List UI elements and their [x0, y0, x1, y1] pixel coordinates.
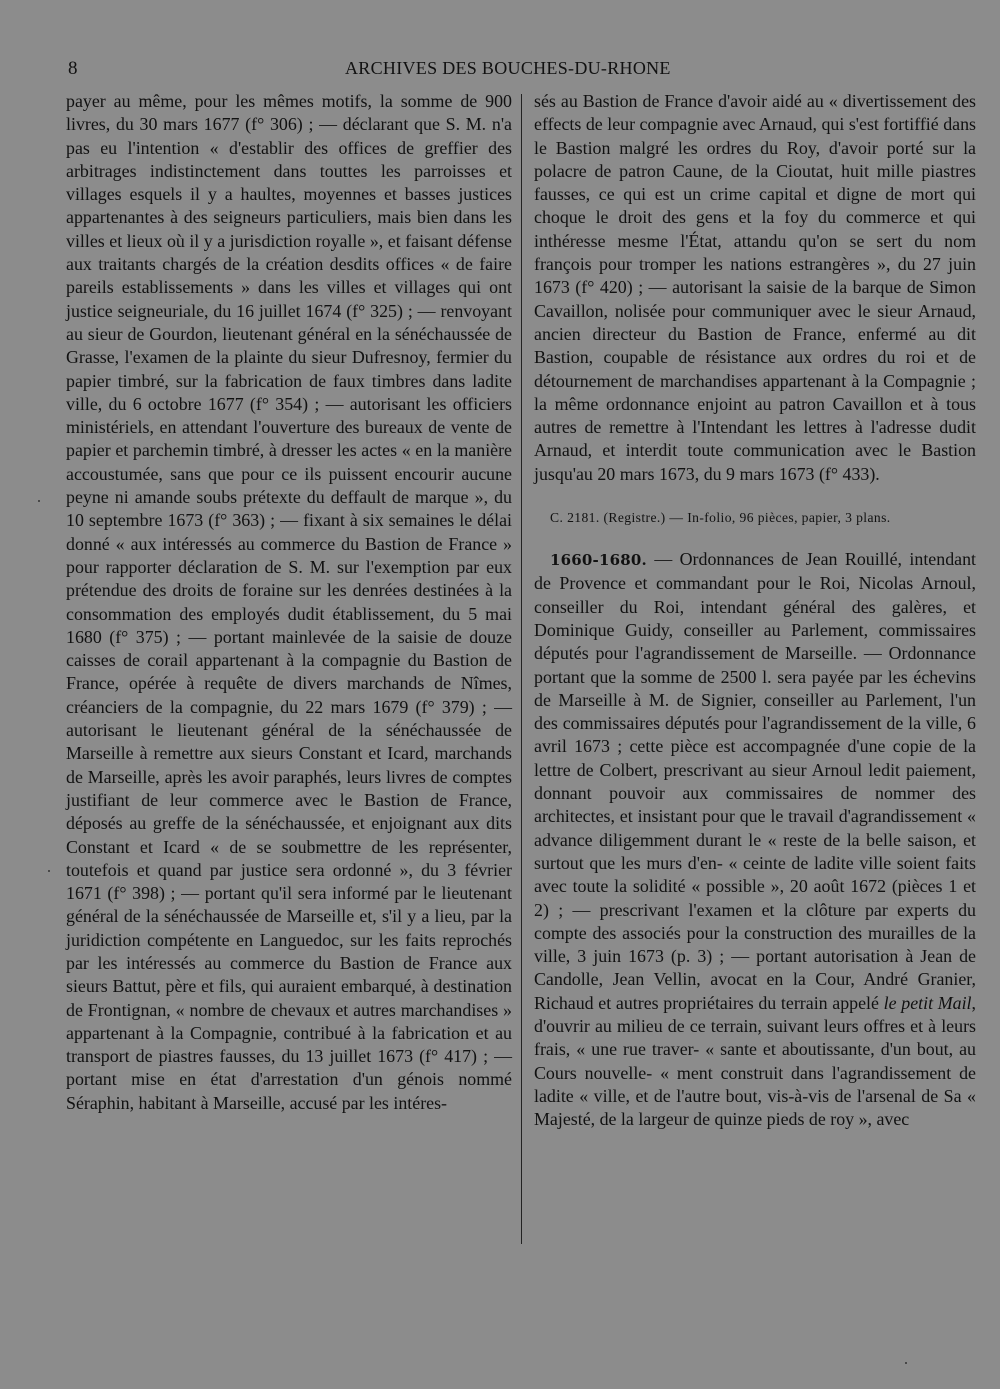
entry-text: — Ordonnances de Jean Rouillé, intendant de Provence et commandant pour le Roi, Nicolas Arnoul, conseiller du Roi, intendant général des galères, et Dominique Guidy, conseiller au Parlement, commissaires députés pour l'agrandissement de Marseille. — Ordonnance portant que la somme de 2500 l. sera payée par les échevins de Marseille à M. de Signier, conseiller au Parlement, l'un des commissaires députés pour l'agrandissement de la ville, 6 avril 1673 ; cette pièce est accompagnée d'une copie de la lettre de Colbert, prescrivant au sieur Arnoul ledit paiement, donnant pouvoir aux commissaires de nommer des architectes, et insistant pour que le travail d'agrandissement « advance diligemment durant le « reste de la belle saison, et surtout que les murs d'en- « ceinte de ladite ville soient faits avec toute la solidité « possible », 20 août 1672 (pièces 1 et 2) ; — prescrivant l'examen et la clôture par experts du compte des associés pour la construction des murailles de la ville, 3 juin 1673 (p. 3) ; — portant autorisation à Jean de Candolle, Jean Vellin, avocat en la Cour, André Granier, Richaud et autres propriétaires du terrain appelé [534, 549, 976, 1013]
right-paragraph-1: sés au Bastion de France d'avoir aidé au « divertissement des effects de leur compagnie avec Arnaud, qui s'est fortiffié dans le Bastion malgré les ordres du Roy, d'avoir porté sur la polacre de patron Caune, de la Cioutat, huit mille piastres fausses, ce qui est un crime capital et digne de mort qui choque le droit des gens et la foy du commerce et qui inthéresse mesme l'État, attandu qu'on se sert du nom françois pour tromper les nations estrangères », du 27 juin 1673 (f° 420) ; — autorisant la saisie de la barque de Simon Cavaillon, nolisée pour communiquer avec le sieur Arnaud, ancien directeur du Bastion de France, enfermé au dit Bastion, coupable de résistance aux ordres du roi et de détournement de marchandises appartenant à la Compagnie ; la même ordonnance enjoint au patron Cavaillon et à tous autres de remettre à l'Intendant les lettres à l'adresse dudit Arnaud, et interdit toute communication avec le Bastion jusqu'au 20 mars 1673, du 9 mars 1673 (f° 433). [534, 91, 976, 484]
paper-speck [38, 500, 40, 502]
running-title: ARCHIVES DES BOUCHES-DU-RHONE [345, 58, 671, 78]
source-note: C. 2181. (Registre.) — In-folio, 96 pièces, papier, 3 plans. [550, 510, 891, 526]
paper-speck [48, 870, 50, 872]
column-divider [521, 94, 522, 1244]
left-column [66, 90, 512, 1115]
right-column [534, 90, 976, 1131]
entry-date: 1660-1680. [550, 551, 647, 570]
left-column-text: payer au même, pour les mêmes motifs, la somme de 900 livres, du 30 mars 1677 (f° 306) ; — déclarant que S. M. n'a pas eu l'intention « d'establir des offices de greffier des arbitrages indistinctement dans touttes les parroisses et villages esquels il y a haultes, moyennes et basses justices appartenantes à des seigneurs particuliers, mais bien dans les villes et lieux où il y a jurisdiction royalle », et faisant défense aux traitants chargés de la création desdits offices « de faire pareils establissements » dans les villes et villages qui ont justice seigneuriale, du 16 juillet 1674 (f° 325) ; — renvoyant au sieur de Gourdon, lieutenant général en la sénéchaussée de Grasse, l'examen de la plainte du sieur Dufresnoy, fermier du papier timbré, sur la fabrication de faux timbres dans ladite ville, du 6 octobre 1677 (f° 354) ; — autorisant les officiers ministériels, en attendant l'ouverture des bureaux de vente de papier et parchemin timbré, à dresser les actes « en la manière accoustumée, sans que pour ce ils puissent encourir aucune peyne ni amande soubs prétexte du deffault de marque », du 10 septembre 1673 (f° 363) ; — fixant à six semaines le délai donné « aux intéressés au commerce du Bastion de France » pour rapporter déclaration de S. M. sur l'exemption par eux prétendue des droits de foraine sur les denrées destinées à la consommation des employés dudit établissement, du 5 mai 1680 (f° 375) ; — portant mainlevée de la saisie de douze caisses de corail appartenant à la compagnie du Bastion de France, opérée à requête de divers marchands de Nîmes, créanciers de la compagnie, du 22 mars 1679 (f° 379) ; — autorisant le lieutenant général de la sénéchaussée de Marseille à remettre aux sieurs Constant et Icard, marchands de Marseille, après les avoir paraphés, leurs livres de comptes justifiant de leur commerce avec le Bastion de France, déposés au greffe de la sénéchaussée, et enjoignant aux dits Constant et Icard « de se soubmettre de les représenter, toutefois et quand par justice sera ordonné », du 3 février 1671 (f° 398) ; — portant qu'il sera informé par le lieutenant général de la sénéchaussée de Marseille et, s'il y a lieu, par la juridiction compétente en Languedoc, sur les faits reprochés par les intéressés au commerce du Bastion de France aux sieurs Battut, père et fils, qui auraient embarqué, à destination de Frontignan, « nombre de chevaux et autres marchandises » appartenant à la Compagnie, contribué à la fabrication et au transport de piastres fausses, du 13 juillet 1673 (f° 417) ; — portant mise en état d'arrestation d'un génois nommé Séraphin, habitant à Marseille, accusé par les intéres- [66, 91, 512, 1113]
paper-speck [905, 1362, 907, 1364]
page-number: 8 [68, 58, 78, 79]
entry-italic-text: le petit Mail [883, 992, 972, 1013]
right-paragraph-2 [534, 548, 976, 1131]
entry-text-end: , d'ouvrir au milieu de ce terrain, suivant leurs offres et à leurs frais, « une rue traver- « sante et aboutissante, d'un bout, au Cours nouvelle- « ment construit dans l'agrandissement de ladite « ville, et de l'autre bout, vis-à-vis de l'arsenal de Sa « Majesté, de la largeur de quinze pieds de roy », avec [534, 992, 976, 1130]
